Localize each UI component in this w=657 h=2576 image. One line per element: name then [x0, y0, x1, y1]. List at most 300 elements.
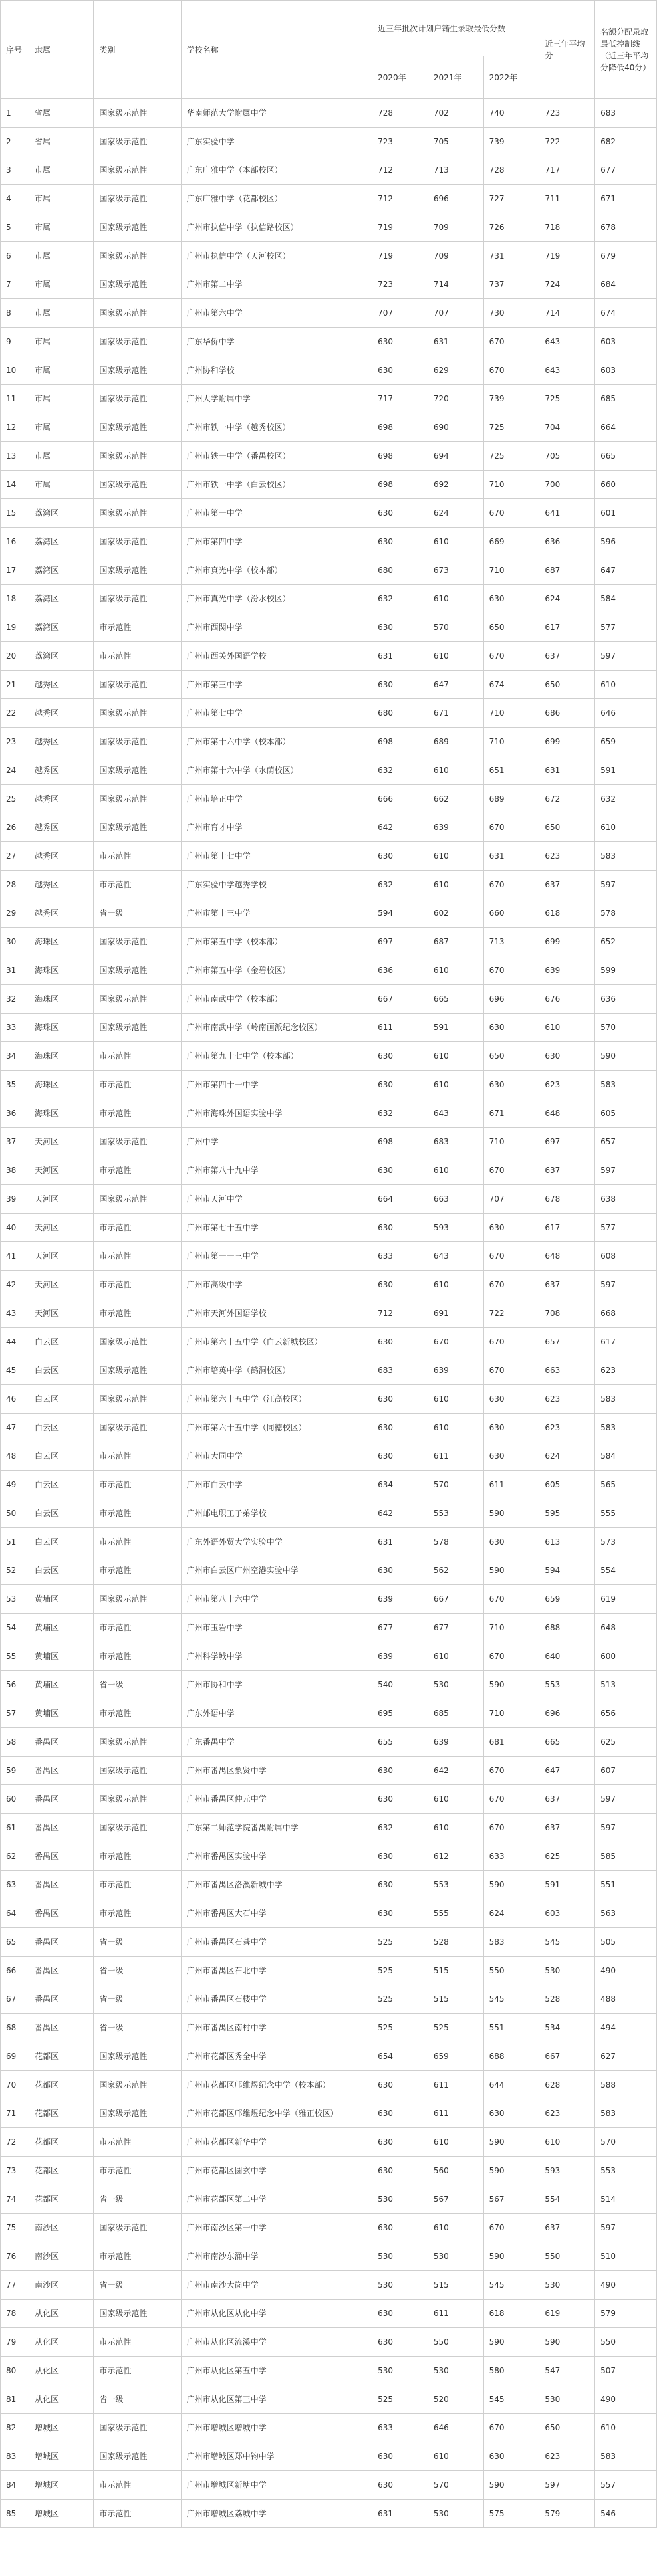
cell-school: 广州市第十六中学（水荫校区）: [181, 756, 372, 785]
cell-school: 广州市番禺区仲元中学: [181, 1785, 372, 1814]
cell-district: 市属: [29, 270, 94, 299]
cell-average: 625: [539, 1842, 595, 1871]
cell-2020: 631: [372, 1528, 428, 1556]
cell-2020: 719: [372, 213, 428, 242]
cell-quota: 617: [595, 1328, 657, 1356]
cell-school: 广州市第十三中学: [181, 899, 372, 928]
cell-average: 617: [539, 613, 595, 642]
cell-school: 广州市第四十一中学: [181, 1071, 372, 1099]
cell-category: 国家级示范性: [94, 328, 181, 356]
cell-quota: 597: [595, 1271, 657, 1299]
cell-quota: 578: [595, 899, 657, 928]
cell-school: 广州市育才中学: [181, 813, 372, 842]
cell-category: 市示范性: [94, 1042, 181, 1071]
cell-2021: 610: [428, 1042, 483, 1071]
cell-2020: 630: [372, 499, 428, 528]
cell-quota: 660: [595, 471, 657, 499]
cell-average: 648: [539, 1099, 595, 1128]
cell-category: 国家级示范性: [94, 956, 181, 985]
cell-average: 637: [539, 1785, 595, 1814]
cell-no: 7: [1, 270, 29, 299]
cell-school: 广州协和学校: [181, 356, 372, 385]
cell-average: 667: [539, 2042, 595, 2071]
cell-no: 8: [1, 299, 29, 328]
cell-2020: 525: [372, 1985, 428, 2014]
cell-district: 荔湾区: [29, 585, 94, 613]
cell-2020: 525: [372, 2014, 428, 2042]
cell-2020: 630: [372, 1871, 428, 1899]
cell-average: 637: [539, 871, 595, 899]
cell-average: 619: [539, 2300, 595, 2328]
cell-category: 市示范性: [94, 2128, 181, 2157]
cell-district: 花都区: [29, 2071, 94, 2099]
cell-no: 62: [1, 1842, 29, 1871]
cell-2021: 611: [428, 2071, 483, 2099]
cell-quota: 610: [595, 2414, 657, 2442]
table-row: [1, 128, 657, 156]
cell-quota: 619: [595, 1585, 657, 1614]
cell-school: 广州市第二中学: [181, 270, 372, 299]
cell-district: 番禺区: [29, 2014, 94, 2042]
cell-2020: 630: [372, 1899, 428, 1928]
table-row: [1, 1214, 657, 1242]
cell-2022: 710: [483, 1699, 539, 1728]
cell-quota: 490: [595, 1957, 657, 1985]
cell-school: 广州市番禺区实验中学: [181, 1842, 372, 1871]
cell-school: 广州市真光中学（汾水校区）: [181, 585, 372, 613]
cell-school: 广东番禺中学: [181, 1728, 372, 1757]
cell-2022: 725: [483, 413, 539, 442]
cell-quota: 605: [595, 1099, 657, 1128]
cell-quota: 665: [595, 442, 657, 471]
cell-quota: 585: [595, 1842, 657, 1871]
cell-district: 市属: [29, 242, 94, 270]
cell-average: 723: [539, 99, 595, 128]
cell-category: 市示范性: [94, 1556, 181, 1585]
cell-category: 省一级: [94, 2385, 181, 2414]
cell-quota: 514: [595, 2185, 657, 2214]
cell-category: 国家级示范性: [94, 2300, 181, 2328]
cell-district: 天河区: [29, 1271, 94, 1299]
cell-district: 白云区: [29, 1528, 94, 1556]
cell-2020: 655: [372, 1728, 428, 1757]
cell-district: 天河区: [29, 1156, 94, 1185]
cell-no: 34: [1, 1042, 29, 1071]
cell-2022: 575: [483, 2500, 539, 2528]
cell-2021: 689: [428, 728, 483, 756]
cell-2020: 630: [372, 613, 428, 642]
cell-category: 市示范性: [94, 2357, 181, 2385]
cell-no: 55: [1, 1642, 29, 1671]
cell-average: 647: [539, 1757, 595, 1785]
cell-2022: 630: [483, 1071, 539, 1099]
cell-2020: 698: [372, 442, 428, 471]
cell-no: 37: [1, 1128, 29, 1156]
cell-district: 南沙区: [29, 2214, 94, 2242]
cell-school: 广州市南沙大岗中学: [181, 2271, 372, 2300]
table-row: [1, 1556, 657, 1585]
cell-average: 530: [539, 2385, 595, 2414]
table-row: [1, 2099, 657, 2128]
cell-2022: 545: [483, 1985, 539, 2014]
cell-category: 国家级示范性: [94, 1128, 181, 1156]
cell-no: 17: [1, 556, 29, 585]
cell-2020: 630: [372, 1414, 428, 1442]
cell-category: 市示范性: [94, 1099, 181, 1128]
cell-average: 613: [539, 1528, 595, 1556]
cell-2021: 713: [428, 156, 483, 185]
cell-2022: 611: [483, 1471, 539, 1499]
cell-district: 海珠区: [29, 1099, 94, 1128]
cell-category: 国家级示范性: [94, 2414, 181, 2442]
cell-school: 广州市增城区新塘中学: [181, 2471, 372, 2500]
table-row: [1, 2042, 657, 2071]
cell-2020: 631: [372, 2500, 428, 2528]
table-row: [1, 413, 657, 442]
cell-2022: 670: [483, 2414, 539, 2442]
cell-category: 市示范性: [94, 842, 181, 871]
cell-school: 广州市天河外国语学校: [181, 1299, 372, 1328]
cell-average: 676: [539, 985, 595, 1014]
cell-district: 海珠区: [29, 956, 94, 985]
cell-2021: 610: [428, 1271, 483, 1299]
cell-average: 714: [539, 299, 595, 328]
table-row: [1, 99, 657, 128]
cell-2021: 629: [428, 356, 483, 385]
cell-2020: 630: [372, 2442, 428, 2471]
cell-2022: 696: [483, 985, 539, 1014]
cell-2022: 670: [483, 1642, 539, 1671]
cell-2021: 553: [428, 1499, 483, 1528]
cell-2020: 712: [372, 156, 428, 185]
cell-category: 国家级示范性: [94, 1757, 181, 1785]
cell-average: 719: [539, 242, 595, 270]
cell-district: 越秀区: [29, 728, 94, 756]
cell-2022: 730: [483, 299, 539, 328]
cell-2021: 578: [428, 1528, 483, 1556]
cell-2020: 594: [372, 899, 428, 928]
cell-district: 番禺区: [29, 1871, 94, 1899]
cell-no: 15: [1, 499, 29, 528]
cell-2022: 590: [483, 2157, 539, 2185]
cell-2022: 710: [483, 728, 539, 756]
cell-category: 国家级示范性: [94, 442, 181, 471]
cell-school: 广东华侨中学: [181, 328, 372, 356]
cell-2021: 647: [428, 671, 483, 699]
cell-no: 46: [1, 1385, 29, 1414]
cell-2020: 530: [372, 2271, 428, 2300]
cell-district: 市属: [29, 328, 94, 356]
cell-no: 68: [1, 2014, 29, 2042]
cell-category: 省一级: [94, 1928, 181, 1957]
cell-category: 国家级示范性: [94, 1585, 181, 1614]
header-2020: 2020年: [372, 56, 428, 99]
cell-2021: 691: [428, 1299, 483, 1328]
cell-2022: 670: [483, 1785, 539, 1814]
cell-category: 市示范性: [94, 1214, 181, 1242]
cell-no: 32: [1, 985, 29, 1014]
cell-school: 广州市从化区从化中学: [181, 2300, 372, 2328]
header-2021: 2021年: [428, 56, 483, 99]
cell-quota: 652: [595, 928, 657, 956]
cell-category: 国家级示范性: [94, 728, 181, 756]
cell-2020: 634: [372, 1471, 428, 1499]
cell-2021: 709: [428, 213, 483, 242]
cell-average: 623: [539, 1414, 595, 1442]
cell-no: 6: [1, 242, 29, 270]
cell-district: 从化区: [29, 2385, 94, 2414]
cell-district: 花都区: [29, 2157, 94, 2185]
table-row: [1, 928, 657, 956]
cell-quota: 570: [595, 2128, 657, 2157]
cell-school: 广州科学城中学: [181, 1642, 372, 1671]
table-row: [1, 699, 657, 728]
cell-quota: 579: [595, 2300, 657, 2328]
cell-2021: 705: [428, 128, 483, 156]
cell-2021: 528: [428, 1928, 483, 1957]
table-row: [1, 1928, 657, 1957]
cell-district: 从化区: [29, 2328, 94, 2357]
cell-2021: 610: [428, 2442, 483, 2471]
cell-quota: 599: [595, 956, 657, 985]
cell-school: 广州市白云中学: [181, 1471, 372, 1499]
cell-no: 36: [1, 1099, 29, 1128]
cell-average: 650: [539, 671, 595, 699]
cell-2020: 630: [372, 1842, 428, 1871]
cell-average: 554: [539, 2185, 595, 2214]
table-row: [1, 2014, 657, 2042]
cell-district: 黄埔区: [29, 1585, 94, 1614]
cell-district: 白云区: [29, 1356, 94, 1385]
cell-district: 白云区: [29, 1556, 94, 1585]
cell-average: 534: [539, 2014, 595, 2042]
cell-2021: 639: [428, 813, 483, 842]
cell-category: 市示范性: [94, 2157, 181, 2185]
cell-school: 广州市第七十五中学: [181, 1214, 372, 1242]
cell-2020: 630: [372, 1442, 428, 1471]
cell-quota: 577: [595, 1214, 657, 1242]
cell-quota: 632: [595, 785, 657, 813]
cell-school: 广州市第六十五中学（白云新城校区）: [181, 1328, 372, 1356]
cell-2022: 650: [483, 1042, 539, 1071]
cell-2021: 610: [428, 956, 483, 985]
cell-no: 56: [1, 1671, 29, 1699]
cell-2022: 670: [483, 1156, 539, 1185]
cell-2021: 610: [428, 585, 483, 613]
cell-quota: 597: [595, 1814, 657, 1842]
cell-2022: 710: [483, 1614, 539, 1642]
cell-2021: 610: [428, 1642, 483, 1671]
cell-2020: 525: [372, 1928, 428, 1957]
cell-average: 711: [539, 185, 595, 213]
cell-2020: 632: [372, 871, 428, 899]
cell-category: 国家级示范性: [94, 2071, 181, 2099]
cell-district: 番禺区: [29, 1957, 94, 1985]
table-row: [1, 556, 657, 585]
cell-quota: 638: [595, 1185, 657, 1214]
cell-average: 637: [539, 1156, 595, 1185]
cell-2021: 515: [428, 1985, 483, 2014]
cell-category: 国家级示范性: [94, 785, 181, 813]
cell-district: 番禺区: [29, 1899, 94, 1928]
cell-average: 605: [539, 1471, 595, 1499]
cell-2022: 590: [483, 2128, 539, 2157]
cell-2020: 631: [372, 642, 428, 671]
cell-2020: 630: [372, 1042, 428, 1071]
cell-district: 白云区: [29, 1471, 94, 1499]
cell-no: 67: [1, 1985, 29, 2014]
cell-district: 番禺区: [29, 1928, 94, 1957]
cell-average: 545: [539, 1928, 595, 1957]
cell-2021: 720: [428, 385, 483, 413]
cell-category: 国家级示范性: [94, 1785, 181, 1814]
cell-2022: 567: [483, 2185, 539, 2214]
cell-school: 广州市番禺区南村中学: [181, 2014, 372, 2042]
cell-district: 市属: [29, 385, 94, 413]
cell-quota: 584: [595, 1442, 657, 1471]
cell-average: 623: [539, 1071, 595, 1099]
cell-category: 市示范性: [94, 1528, 181, 1556]
cell-quota: 646: [595, 699, 657, 728]
cell-2020: 728: [372, 99, 428, 128]
cell-category: 国家级示范性: [94, 299, 181, 328]
table-row: [1, 842, 657, 871]
cell-school: 广州市南武中学（校本部）: [181, 985, 372, 1014]
cell-2021: 530: [428, 2500, 483, 2528]
cell-2020: 633: [372, 1242, 428, 1271]
cell-school: 广州市培正中学: [181, 785, 372, 813]
table-row: [1, 1042, 657, 1071]
cell-average: 623: [539, 2099, 595, 2128]
cell-2022: 670: [483, 1356, 539, 1385]
table-row: [1, 1299, 657, 1328]
header-2022: 2022年: [483, 56, 539, 99]
cell-2020: 611: [372, 1014, 428, 1042]
cell-2021: 639: [428, 1728, 483, 1757]
table-row: [1, 299, 657, 328]
table-row: [1, 956, 657, 985]
cell-2020: 639: [372, 1642, 428, 1671]
table-row: [1, 1014, 657, 1042]
cell-2022: 670: [483, 356, 539, 385]
cell-2021: 611: [428, 2099, 483, 2128]
cell-2021: 707: [428, 299, 483, 328]
table-row: [1, 2185, 657, 2214]
table-row: [1, 756, 657, 785]
cell-quota: 636: [595, 985, 657, 1014]
cell-district: 白云区: [29, 1414, 94, 1442]
cell-school: 广州市执信中学（执信路校区）: [181, 213, 372, 242]
table-row: [1, 2300, 657, 2328]
cell-quota: 597: [595, 642, 657, 671]
cell-2022: 670: [483, 2214, 539, 2242]
cell-quota: 507: [595, 2357, 657, 2385]
cell-category: 国家级示范性: [94, 585, 181, 613]
cell-school: 广州大学附属中学: [181, 385, 372, 413]
cell-school: 广州市天河中学: [181, 1185, 372, 1214]
cell-2022: 731: [483, 242, 539, 270]
cell-2020: 723: [372, 128, 428, 156]
cell-2022: 670: [483, 956, 539, 985]
cell-2021: 612: [428, 1842, 483, 1871]
cell-category: 市示范性: [94, 613, 181, 642]
cell-school: 广州市番禺区石楼中学: [181, 1985, 372, 2014]
cell-2020: 630: [372, 1757, 428, 1785]
cell-2021: 610: [428, 2214, 483, 2242]
cell-quota: 656: [595, 1699, 657, 1728]
cell-district: 省属: [29, 99, 94, 128]
cell-no: 85: [1, 2500, 29, 2528]
cell-2022: 670: [483, 328, 539, 356]
cell-no: 29: [1, 899, 29, 928]
cell-2021: 610: [428, 2128, 483, 2157]
cell-average: 643: [539, 328, 595, 356]
cell-school: 广州市从化区第三中学: [181, 2385, 372, 2414]
cell-school: 广州市铁一中学（白云校区）: [181, 471, 372, 499]
cell-average: 631: [539, 756, 595, 785]
cell-2022: 630: [483, 1014, 539, 1042]
cell-2022: 630: [483, 1414, 539, 1442]
cell-district: 从化区: [29, 2357, 94, 2385]
cell-quota: 608: [595, 1242, 657, 1271]
cell-no: 50: [1, 1499, 29, 1528]
cell-school: 广州市第六中学: [181, 299, 372, 328]
cell-category: 国家级示范性: [94, 128, 181, 156]
table-row: [1, 1671, 657, 1699]
cell-2020: 630: [372, 1271, 428, 1299]
cell-2020: 630: [372, 1156, 428, 1185]
cell-school: 广州市第一一三中学: [181, 1242, 372, 1271]
cell-average: 705: [539, 442, 595, 471]
cell-2020: 667: [372, 985, 428, 1014]
table-row: [1, 1585, 657, 1614]
cell-category: 国家级示范性: [94, 156, 181, 185]
cell-district: 市属: [29, 213, 94, 242]
cell-no: 66: [1, 1957, 29, 1985]
cell-category: 国家级示范性: [94, 1185, 181, 1214]
cell-school: 广州市真光中学（校本部）: [181, 556, 372, 585]
cell-2022: 710: [483, 556, 539, 585]
cell-average: 687: [539, 556, 595, 585]
cell-2022: 670: [483, 871, 539, 899]
cell-average: 528: [539, 1985, 595, 2014]
cell-quota: 659: [595, 728, 657, 756]
cell-school: 广州市第一中学: [181, 499, 372, 528]
cell-school: 广州市第十六中学（校本部）: [181, 728, 372, 756]
cell-2021: 690: [428, 413, 483, 442]
cell-2022: 728: [483, 156, 539, 185]
cell-2021: 702: [428, 99, 483, 128]
cell-2020: 525: [372, 2385, 428, 2414]
cell-average: 617: [539, 1214, 595, 1242]
cell-category: 市示范性: [94, 2500, 181, 2528]
cell-category: 市示范性: [94, 1242, 181, 1271]
cell-district: 从化区: [29, 2300, 94, 2328]
cell-school: 广州市第三中学: [181, 671, 372, 699]
cell-no: 30: [1, 928, 29, 956]
cell-2022: 710: [483, 699, 539, 728]
cell-quota: 674: [595, 299, 657, 328]
cell-district: 白云区: [29, 1385, 94, 1414]
cell-2022: 630: [483, 1385, 539, 1414]
cell-2022: 590: [483, 2328, 539, 2357]
cell-quota: 553: [595, 2157, 657, 2185]
cell-2020: 680: [372, 699, 428, 728]
cell-school: 广州市增城区荔城中学: [181, 2500, 372, 2528]
cell-category: 省一级: [94, 1957, 181, 1985]
cell-school: 广州市从化区流溪中学: [181, 2328, 372, 2357]
cell-2020: 698: [372, 1128, 428, 1156]
